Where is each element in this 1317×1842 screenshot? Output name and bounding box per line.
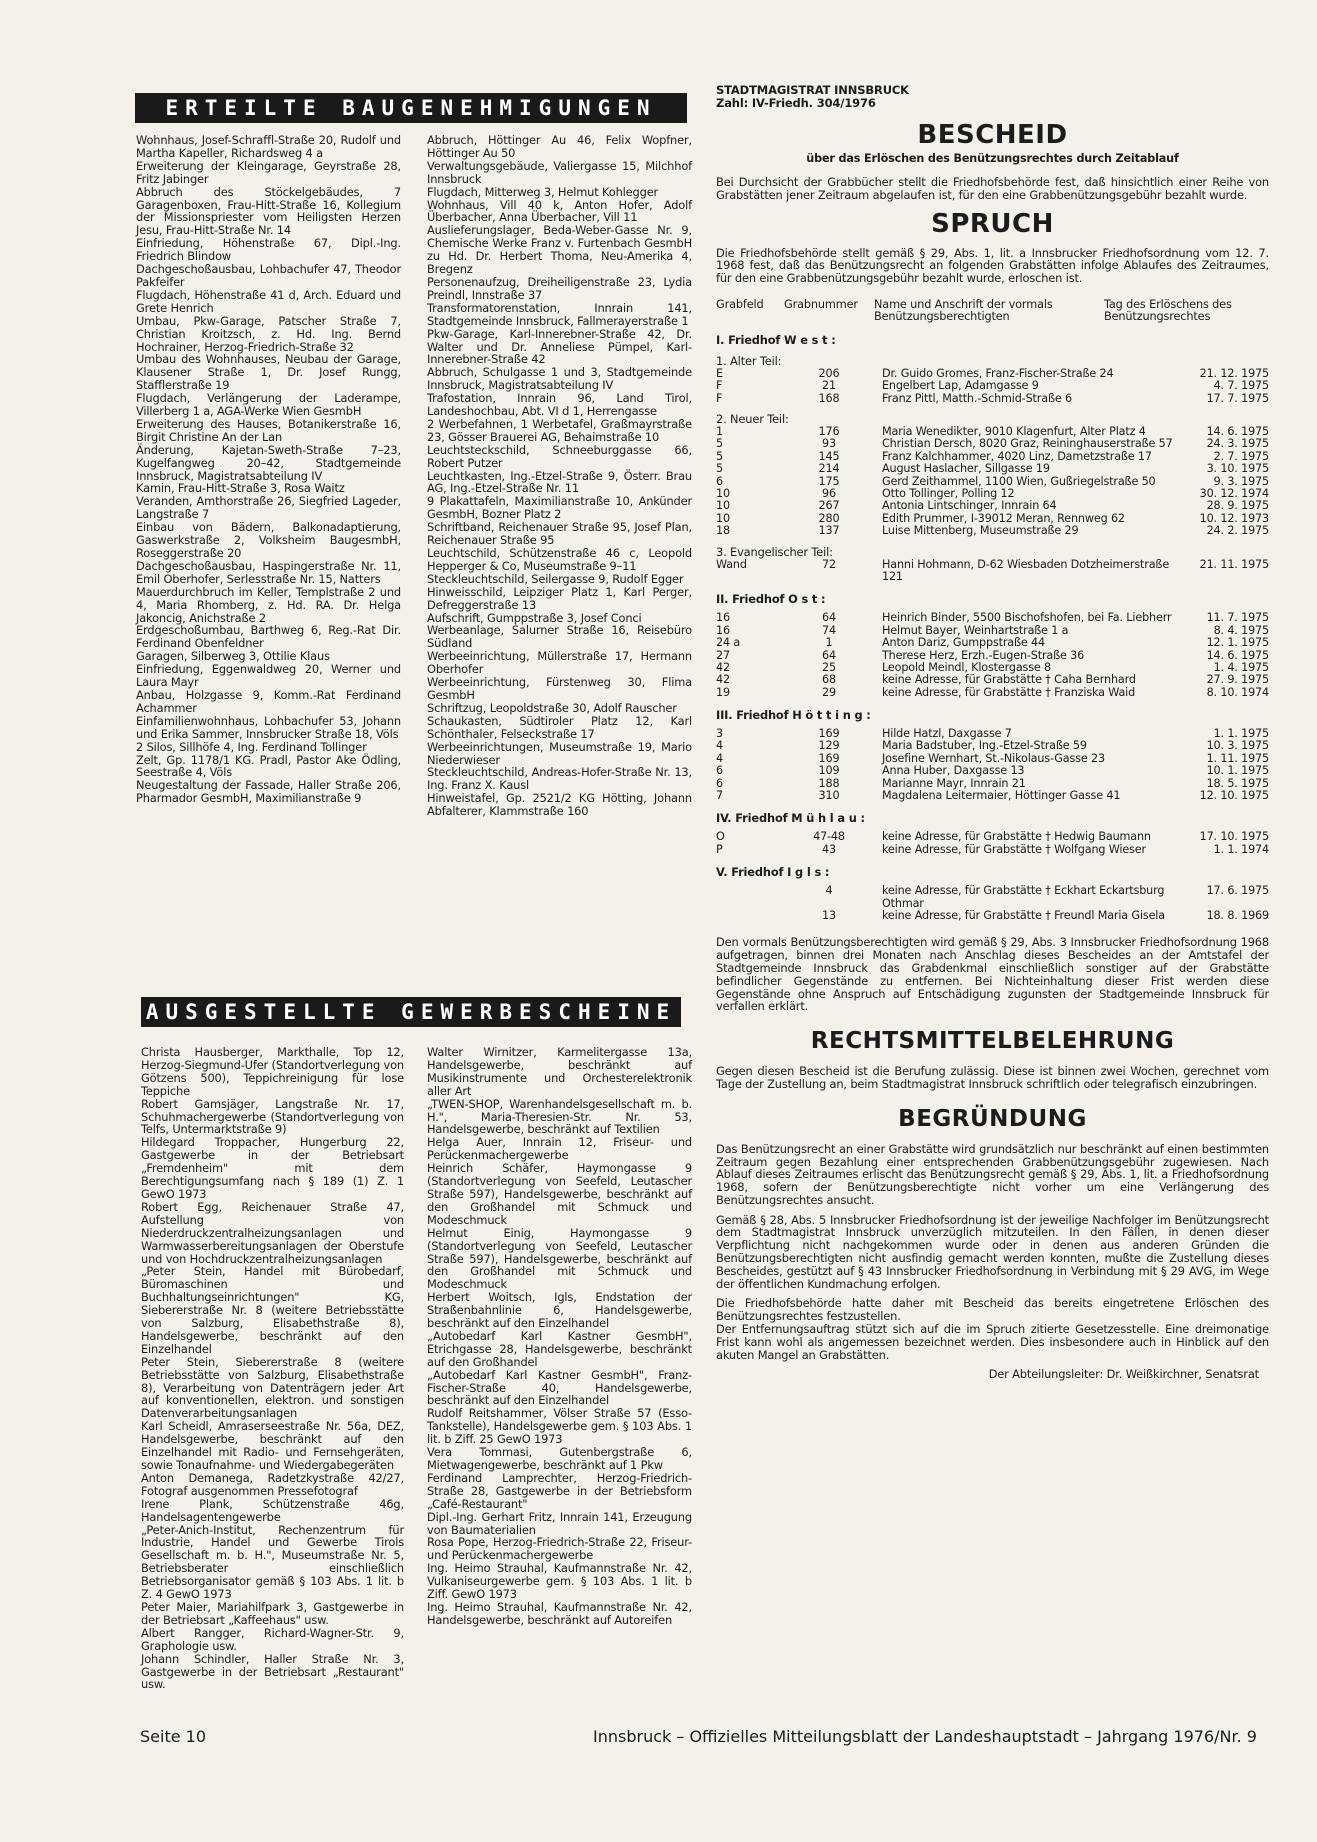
holder-name: Franz Kalchhammer, 4020 Linz, Dametzstraße 17: [882, 449, 1152, 463]
holder-name: Engelbert Lap, Adamgasse 9: [882, 379, 1039, 393]
grave-number: 267: [818, 499, 840, 513]
cemetery-section-title: V. Friedhof I g l s :: [716, 865, 830, 880]
holder-name: Gerd Zeithammel, 1100 Wien, Gußriegelstraße 50: [882, 474, 1156, 488]
grave-number: 169: [818, 727, 840, 741]
expiry-date: 1. 4. 1975: [1213, 660, 1269, 674]
expiry-date: 1. 1. 1974: [1213, 842, 1269, 856]
grave-field: 19: [716, 685, 730, 699]
grave-number: 188: [818, 776, 840, 790]
gewerbeschein-entry: Vera Tommasi, Gutenbergstraße 6, Mietwagengewerbe, beschränkt auf 1 Pkw: [427, 1445, 692, 1472]
baugenehmigung-entry: Trafostation, Innrain 96, Land Tirol, Landeshochbau, Abt. VI d 1, Herrengasse: [427, 391, 692, 419]
baugenehmigung-entry: Zelt, Gp. 1178/1 KG. Pradl, Pastor Ake Ödling, Seestraße 4, Völs: [136, 752, 401, 780]
grave-number: 129: [818, 739, 840, 753]
gewerbeschein-entry: Irene Plank, Schützenstraße 46g, Handelsagentengewerbe: [141, 1496, 404, 1524]
bescheid-subtitle: über das Erlöschen des Benützungsrechtes durch Zeitablauf: [806, 152, 1179, 165]
gewerbeschein-entry: Ferdinand Lamprechter, Herzog-Friedrich-Straße 28, Gastgewerbe in der Betriebsform „Café-Restaurant": [427, 1470, 692, 1511]
baugenehmigung-entry: Erweiterung des Hauses, Botanikerstraße 16, Birgit Christine An der Lan: [136, 416, 401, 444]
holder-name: Christian Dersch, 8020 Graz, Reininghauserstraße 57: [882, 437, 1173, 451]
baugenehmigung-entry: Verwaltungsgebäude, Valiergasse 15, Milchhof Innsbruck: [427, 158, 692, 186]
holder-name: keine Adresse, für Grabstätte † Franziska Waid: [882, 685, 1136, 699]
baugenehmigung-entry: Kamin, Frau-Hitt-Straße 3, Rosa Waitz: [136, 481, 345, 496]
baugenehmigung-entry: Dachgeschoßausbau, Lohbachufer 47, Theodor Pakfeifer: [136, 262, 401, 289]
gewerbeschein-entry: Robert Egg, Reichenauer Straße 47, Aufstellung von Niederdruckzentralheizungsanlagen und Warmwasserbereitungsanlagen der Oberstufe und von Hochdruckzentralheizungsanlagen: [141, 1199, 404, 1266]
expiry-date: 14. 6. 1975: [1206, 425, 1269, 439]
grave-field: 42: [716, 660, 730, 674]
grave-row: [716, 831, 1269, 843]
holder-name: keine Adresse, für Grabstätte † Wolfgang Wieser: [882, 842, 1146, 856]
baugenehmigung-entry: Einbau von Bädern, Balkonadaptierung, Gaswerkstraße 2, Volksheim BaugesmbH, Roseggerstraße 20: [136, 520, 401, 560]
expiry-date: 17. 10. 1975: [1199, 830, 1269, 844]
expiry-date: 3. 10. 1975: [1206, 462, 1269, 476]
holder-name: Anton Dariz, Gumppstraße 44: [882, 636, 1045, 650]
expiry-date: 12. 10. 1975: [1199, 789, 1269, 803]
grave-field: 16: [716, 623, 730, 637]
gewerbeschein-entry: Dipl.-Ing. Gerhart Fritz, Innrain 141, Erzeugung von Baumaterialien: [427, 1509, 692, 1537]
grave-field: 24 a: [716, 636, 741, 650]
grave-field: 6: [716, 474, 723, 488]
grave-number: 21: [822, 379, 836, 393]
grave-row: [716, 687, 1269, 699]
expiry-date: 11. 7. 1975: [1206, 611, 1269, 625]
gewerbeschein-entry: Ing. Heimo Strauhal, Kaufmannstraße Nr. 42, Vulkaniseurgewerbe gem. § 103 Abs. 1 lit. b Ziff. GewO 1973: [427, 1561, 692, 1602]
grave-field: 6: [716, 776, 723, 790]
gewerbeschein-entry: Hildegard Troppacher, Hungerburg 22, Gastgewerbe in der Betriebsart „Fremdenheim" mit dem Berechtigungsumfang nach § 189 (1) Z. 1 GewO 1973: [141, 1135, 404, 1201]
grave-row: [716, 844, 1269, 856]
gewerbeschein-entry: Helmut Einig, Haymongasse 9 (Standortverlegung von Seefeld, Leutascher Straße 597), Handelsgewerbe, beschränkt auf den Großhandel mit Schmuck und Modeschmuck: [427, 1225, 692, 1292]
grave-row: [716, 559, 1269, 584]
baugenehmigung-entry: Anbau, Holzgasse 9, Komm.-Rat Ferdinand Achammer: [136, 687, 401, 715]
holder-name: keine Adresse, für Grabstätte † Freundl Maria Gisela: [882, 908, 1165, 922]
grave-field: 7: [716, 789, 723, 803]
gewerbeschein-entry: Anton Demanega, Radetzkystraße 42/27, Fotograf ausgenommen Pressefotograf: [141, 1470, 404, 1498]
expiry-date: 1. 11. 1975: [1206, 751, 1269, 765]
baugenehmigung-entry: Flugdach, Verlängerung der Laderampe, Villerberg 1 a, AGA-Werke Wien GesmbH: [136, 391, 401, 419]
baugenehmigung-entry: Abbruch des Stöckelgebäudes, 7 Garagenboxen, Frau-Hitt-Straße 16, Kollegium der Missionspriester vom Heiligsten Herzen Jesu, Frau-Hitt-Straße Nr. 14: [136, 184, 401, 238]
baugenehmigung-entry: Werbeeinrichtung, Fürstenweg 30, Flima GesmbH: [427, 675, 692, 702]
holder-name: Dr. Guido Gromes, Franz-Fischer-Straße 24: [882, 366, 1114, 380]
grave-field: 4: [716, 739, 723, 753]
baugenehmigung-entry: Einfriedung, Höhenstraße 67, Dipl.-Ing. Friedrich Blindow: [136, 236, 401, 264]
baugenehmigung-entry: Einfriedung, Eggenwaldweg 20, Werner und Laura Mayr: [136, 662, 401, 690]
holder-name: Edith Prummer, I-39012 Meran, Rennweg 62: [882, 511, 1125, 525]
cemetery-section-title: III. Friedhof H ö t t i n g :: [716, 708, 871, 723]
baugenehmigung-entry: Einfamilienwohnhaus, Lohbachufer 53, Johann und Erika Sammer, Innsbrucker Straße 18, Völs: [136, 713, 401, 741]
cemetery-subsection-label: 1. Alter Teil:: [716, 353, 782, 368]
cemetery-section-title: IV. Friedhof M ü h l a u :: [716, 811, 865, 826]
after-table-text: Den vormals Benützungsberechtigten wird gemäß § 29, Abs. 3 Innsbrucker Friedhofsordnung 1968 aufgetragen, binnen drei Monaten nach Anschlag dieses Bescheides an der Amtstafel der Stadtgemeinde Innsbruck das Grabdenkmal einschließlich sonstiger auf der Grabstätte befindlicher Gegenstände zu entfernen. Bei Nichteinhaltung dieser Frist werden diese Gegenstände ohne Anspruch auf Entschädigung zugunsten der Stadtgemeinde Innsbruck für verfallen erklärt.: [716, 935, 1269, 1014]
gewerbeschein-entry: Ing. Heimo Strauhal, Kaufmannstraße Nr. 42, Handelsgewerbe, beschränkt auf Autoreifen: [427, 1599, 692, 1627]
holder-name: Marianne Mayr, Innrain 21: [882, 776, 1026, 790]
expiry-date: 4. 7. 1975: [1213, 379, 1269, 393]
holder-name: Leopold Meindl, Klostergasse 8: [882, 660, 1051, 674]
grave-number: 64: [822, 611, 836, 625]
grave-number: 47-48: [813, 830, 845, 844]
gewerbeschein-entry: Johann Schindler, Haller Straße Nr. 3, Gastgewerbe in der Betriebsart „Restaurant" usw.: [141, 1651, 404, 1692]
col-date: Tag des Erlöschens des Benützungsrechtes: [1104, 297, 1232, 324]
grave-row: [716, 612, 1269, 624]
gewerbeschein-entry: Rosa Pope, Herzog-Friedrich-Straße 22, Friseur- und Perückenmachergewerbe: [427, 1535, 692, 1563]
begruendung-paragraph: Gemäß § 28, Abs. 5 Innsbrucker Friedhofsordnung ist der jeweilige Nachfolger im Benützungsrecht dem Stadtmagistrat Innsbruck unverzüglich mitzuteilen. In den Fällen, in denen dieser Verpflichtung nicht nachgekommen wurde oder in denen aus anderen Gründen die Benützungsberechtigten nicht ausfindig gemacht werden konnten, mußte die Zustellung dieses Bescheides, gestützt auf § 43 Innsbrucker Friedhofsordnung in Verbindung mit § 29 AVG, im Wege der öffentlichen Kundmachung erfolgen.: [716, 1212, 1269, 1291]
holder-name: August Haslacher, Sillgasse 19: [882, 462, 1050, 476]
cemetery-section-title: I. Friedhof W e s t :: [716, 333, 836, 348]
grave-number: 96: [822, 487, 836, 501]
grave-row: [716, 790, 1269, 802]
holder-name: Maria Wenedikter, 9010 Klagenfurt, Alter Platz 4: [882, 425, 1146, 439]
grave-number: 168: [818, 391, 840, 405]
expiry-date: 9. 3. 1975: [1213, 474, 1269, 488]
holder-name: Anna Huber, Daxgasse 13: [882, 764, 1025, 778]
grave-field: F: [716, 379, 723, 393]
grave-number: 29: [822, 685, 836, 699]
grave-field: 5: [716, 449, 723, 463]
grave-number: 310: [818, 789, 840, 803]
grave-field: 1: [716, 425, 723, 439]
grave-field: [716, 885, 784, 910]
grave-field: 10: [716, 499, 730, 513]
rechtsmittel-title: RECHTSMITTELBELEHRUNG: [810, 1028, 1175, 1055]
gewerbeschein-entry: Peter Stein, Siebererstraße 8 (weitere Betriebsstätte von Salzburg, Elisabethstraße 8), Verarbeitung von Datenträgern jeder Art auf konventionellen, elektron. und sonstigen Datenverarbeitungsanlagen: [141, 1354, 404, 1421]
expiry-date: 30. 12. 1974: [1199, 487, 1269, 501]
grave-field: [716, 910, 784, 922]
grave-number: 137: [818, 524, 840, 538]
cemetery-section-title: II. Friedhof O s t :: [716, 592, 826, 607]
grave-field: 5: [716, 437, 723, 451]
grave-field: P: [716, 842, 723, 856]
holder-name: Magdalena Leitermaier, Höttinger Gasse 41: [882, 789, 1121, 803]
begruendung-paragraph: Die Friedhofsbehörde hatte daher mit Bescheid das bereits eingetretene Erlöschen des Benützungsrechtes festzustellen.: [716, 1296, 1269, 1324]
col-name: Name und Anschrift der vormals Benützungsberechtigten: [874, 297, 1053, 324]
baugenehmigung-entry: Flugdach, Höhenstraße 41 d, Arch. Eduard und Grete Henrich: [136, 287, 401, 315]
expiry-date: 8. 4. 1975: [1213, 623, 1269, 637]
baugenehmigung-entry: Hinweistafel, Gp. 2521/2 KG Hötting, Johann Abfalterer, Klammstraße 160: [427, 791, 692, 819]
gewerbeschein-entry: „Peter-Anich-Institut, Rechenzentrum für Industrie, Handel und Gewerbe Tirols Gesellschaft m. b. H.", Museumstraße Nr. 5, Betriebsberater einschließlich Betriebsorganisator gemäß § 103 Abs. 1 lit. b Z. 4 GewO 1973: [141, 1522, 404, 1602]
grave-field: 10: [716, 511, 730, 525]
grave-row: [716, 740, 1269, 752]
grave-number: 25: [822, 660, 836, 674]
baugenehmigung-entry: 2 Werbefahnen, 1 Werbetafel, Graßmayrstraße 23, Gösser Brauerei AG, Behaimstraße 10: [427, 416, 692, 444]
holder-name: Antonia Lintschinger, Innrain 64: [882, 499, 1057, 513]
baugenehmigungen-column-1: [136, 134, 401, 805]
footer-publication: Innsbruck – Offizielles Mitteilungsblatt der Landeshauptstadt – Jahrgang 1976/Nr. 9: [593, 1727, 1257, 1746]
expiry-date: 18. 5. 1975: [1206, 776, 1269, 790]
grave-row: [716, 885, 1269, 910]
baugenehmigung-entry: Steckleuchtschild, Seilergasse 9, Rudolf Egger: [427, 571, 684, 586]
baugenehmigung-entry: Schriftband, Reichenauer Straße 95, Josef Plan, Reichenauer Straße 95: [427, 520, 692, 548]
gewerbeschein-entry: „TWEN-SHOP, Warenhandelsgesellschaft m. b. H.", Maria-Theresien-Str. Nr. 53, Handelsgewerbe, beschränkt auf Textilien: [427, 1096, 692, 1137]
baugenehmigung-entry: Umbau des Wohnhauses, Neubau der Garage, Klausener Straße 1, Dr. Josef Rungg, Stafflerstraße 19: [136, 352, 401, 393]
holder-name: keine Adresse, für Grabstätte † Caha Bernhard: [882, 673, 1136, 687]
spruch-text: Die Friedhofsbehörde stellt gemäß § 29, Abs. 1, lit. a Innsbrucker Friedhofsordnung vom 12. 7. 1968 fest, daß das Benützungsrecht an folgenden Grabstätten infolge Ablaufes des Zeitraumes, für den eine Grabbenützungsgebühr bezahlt wurde, erloschen ist.: [716, 245, 1269, 286]
bescheid-column: [716, 84, 1269, 1381]
baugenehmigung-entry: Änderung, Kajetan-Sweth-Straße 7–23, Kugelfangweg 20–42, Stadtgemeinde Innsbruck, Magistratsabteilung IV: [136, 442, 401, 483]
grave-field: 4: [716, 751, 723, 765]
grave-field: 10: [716, 487, 730, 501]
holder-name: keine Adresse, für Grabstätte † Hedwig Baumann: [882, 830, 1151, 844]
holder-name: Heinrich Binder, 5500 Bischofshofen, bei Fa. Liebherr: [882, 611, 1172, 625]
grave-row: [716, 910, 1269, 922]
baugenehmigung-entry: Schaukasten, Südtiroler Platz 12, Karl Schönthaler, Felseckstraße 17: [427, 713, 692, 741]
gewerbeschein-entry: Robert Gamsjäger, Langstraße Nr. 17, Schuhmachergewerbe (Standortverlegung von Telfs, Untermarktstraße 9): [141, 1096, 404, 1137]
baugenehmigung-entry: Dachgeschoßausbau, Haspingerstraße Nr. 11, Emil Oberhofer, Serlesstraße Nr. 15, Natters: [136, 558, 401, 586]
baugenehmigung-entry: Steckleuchtschild, Andreas-Hofer-Straße Nr. 13, Ing. Franz X. Kausl: [427, 765, 692, 793]
grave-number: 169: [818, 751, 840, 765]
cemetery-subsection-label: 3. Evangelischer Teil:: [716, 544, 833, 559]
holder-name: Josefine Wernhart, St.-Nikolaus-Gasse 23: [882, 751, 1105, 765]
baugenehmigung-entry: Aufschrift, Gumppstraße 3, Josef Conci: [427, 610, 642, 625]
gewerbescheine-column-1: [141, 1046, 404, 1691]
begruendung-title: BEGRÜNDUNG: [898, 1105, 1087, 1132]
baugenehmigung-entry: Personenaufzug, Dreiheiligenstraße 23, Lydia Preindl, Innstraße 37: [427, 274, 692, 302]
holder-name: Helmut Bayer, Weinhartstraße 1 a: [882, 623, 1069, 637]
holder-name: Maria Badstuber, Ing.-Etzel-Straße 59: [882, 739, 1087, 753]
grave-number: 72: [822, 557, 836, 571]
expiry-date: 10. 1. 1975: [1206, 764, 1269, 778]
gewerbescheine-column-2: [427, 1046, 692, 1627]
expiry-date: 14. 6. 1975: [1206, 648, 1269, 662]
grave-number: 1: [825, 636, 833, 650]
grave-field: 6: [716, 764, 723, 778]
baugenehmigung-entry: Werbeeinrichtung, Müllerstraße 17, Hermann Oberhofer: [427, 649, 692, 677]
holder-name: Otto Tollinger, Polling 12: [882, 487, 1015, 501]
grave-field: 16: [716, 611, 730, 625]
grave-number: 214: [818, 462, 840, 476]
begruendung-text: [716, 1143, 1269, 1362]
rechtsmittel-text: Gegen diesen Bescheid ist die Berufung zulässig. Diese ist binnen zwei Wochen, gerechnet vom Tage der Zustellung an, beim Stadtmagistrat Innsbruck schriftlich oder telegrafisch einzubringen.: [716, 1064, 1269, 1091]
expiry-date: 21. 12. 1975: [1199, 366, 1269, 380]
grave-number: 145: [818, 449, 840, 463]
grave-row: [716, 525, 1269, 537]
grave-number: 93: [822, 437, 836, 451]
reference-number: Zahl: IV-Friedh. 304/1976: [716, 96, 876, 110]
expiry-date: 18. 8. 1969: [1206, 908, 1269, 922]
grave-field: E: [716, 366, 723, 380]
expiry-date: 17. 7. 1975: [1206, 391, 1269, 405]
grave-field: Wand: [716, 557, 747, 571]
grave-number: 109: [818, 764, 840, 778]
grave-number: 280: [818, 511, 840, 525]
grave-field: 3: [716, 727, 723, 741]
baugenehmigung-entry: Schriftzug, Leopoldstraße 30, Adolf Rauscher: [427, 700, 677, 715]
baugenehmigung-entry: Transformatorenstation, Innrain 141, Stadtgemeinde Innsbruck, Fallmerayerstraße 1: [427, 300, 692, 328]
baugenehmigung-entry: Pkw-Garage, Karl-Innerebner-Straße 42, Dr. Walter und Dr. Anneliese Pümpel, Karl-Innerebner-Straße 42: [427, 326, 692, 367]
baugenehmigung-entry: Mauerdurchbruch im Keller, Templstraße 2 und 4, Maria Rhomberg, z. Hd. RA. Dr. Helga Jakoncig, Anichstraße 2: [136, 584, 401, 625]
grave-field: F: [716, 391, 723, 405]
gewerbeschein-entry: Herbert Woitsch, Igls, Endstation der Straßenbahnlinie 6, Handelsgewerbe, beschränkt auf den Einzelhandel: [427, 1290, 692, 1331]
expiry-date: 12. 1. 1975: [1206, 636, 1269, 650]
baugenehmigung-entry: 9 Plakattafeln, Maximilianstraße 10, Ankünder GesmbH, Bozner Platz 2: [427, 494, 692, 522]
baugenehmigung-entry: Umbau, Pkw-Garage, Patscher Straße 7, Christian Kroitzsch, z. Hd. Ing. Bernd Hochrainer, Herzog-Friedrich-Straße 32: [136, 313, 401, 354]
grave-number: 43: [822, 842, 836, 856]
holder-name: Hilde Hatzl, Daxgasse 7: [882, 727, 1012, 741]
grave-row: [716, 463, 1269, 475]
signature: Der Abteilungsleiter: Dr. Weißkirchner, Senatsrat: [988, 1367, 1259, 1382]
baugenehmigung-entry: Leuchtschild, Schützenstraße 46 c, Leopold Hepperger & Co, Museumstraße 9–11: [427, 546, 692, 573]
grave-number: 175: [818, 474, 840, 488]
baugenehmigung-entry: Leuchtkasten, Ing.-Etzel-Straße 9, Österr. Brau AG, Ing.-Etzel-Straße Nr. 11: [427, 468, 692, 496]
expiry-date: 24. 3. 1975: [1206, 437, 1269, 451]
baugenehmigung-entry: Veranden, Amthorstraße 26, Siegfried Lageder, Langstraße 7: [136, 494, 401, 522]
baugenehmigung-entry: Abbruch, Schulgasse 1 und 3, Stadtgemeinde Innsbruck, Magistratsabteilung IV: [427, 365, 692, 393]
gewerbeschein-entry: Helga Auer, Innrain 12, Friseur- und Perückenmachergewerbe: [427, 1135, 692, 1163]
gewerbeschein-entry: Rudolf Reitshammer, Völser Straße 57 (Esso-Tankstelle), Handelsgewerbe gem. § 103 Abs. 1 lit. b Ziff. 25 GewO 1973: [427, 1406, 692, 1447]
baugenehmigung-entry: Erdgeschoßumbau, Barthweg 6, Reg.-Rat Dir. Ferdinand Obenfeldner: [136, 623, 401, 651]
grave-number: 74: [822, 623, 836, 637]
grave-number: 4: [825, 884, 833, 898]
col-grabnummer: Grabnummer: [784, 297, 858, 311]
expiry-date: 10. 3. 1975: [1206, 739, 1269, 753]
footer-page-number: Seite 10: [140, 1727, 207, 1746]
authority-name: STADTMAGISTRAT INNSBRUCK: [716, 83, 909, 97]
expiry-date: 8. 10. 1974: [1206, 685, 1269, 699]
table-header: [716, 299, 1269, 324]
baugenehmigungen-column-2: [427, 134, 692, 818]
baugenehmigung-entry: Garagen, Silberweg 3, Ottilie Klaus: [136, 649, 330, 664]
expiry-date: 17. 6. 1975: [1206, 884, 1269, 898]
expiry-date: 27. 9. 1975: [1206, 673, 1269, 687]
holder-name: keine Adresse, für Grabstätte † Eckhart Eckartsburg Othmar: [882, 884, 1165, 910]
grave-row: [716, 380, 1269, 392]
grave-row: [716, 637, 1269, 649]
gewerbeschein-entry: Walter Wirnitzer, Karmelitergasse 13a, Handelsgewerbe, beschränkt auf Musikinstrumente und Orchesterelektronik aller Art: [427, 1045, 692, 1098]
baugenehmigung-entry: Erweiterung der Kleingarage, Geyrstraße 28, Fritz Jabinger: [136, 158, 401, 186]
grave-number: 68: [822, 673, 836, 687]
expiry-date: 24. 2. 1975: [1206, 524, 1269, 538]
baugenehmigung-entry: Hinweisschild, Leipziger Platz 1, Karl Perger, Defreggerstraße 13: [427, 584, 692, 612]
bescheid-text: Bei Durchsicht der Grabbücher stellt die Friedhofsbehörde fest, daß hinsichtlich einer Reihe von Grabstätten jener Zeitraum abgelaufen ist, für den eine Grabbenützungsgebühr bezahlt wurde.: [716, 174, 1269, 202]
grave-number: 176: [818, 425, 840, 439]
grave-list: [716, 334, 1269, 922]
expiry-date: 21. 11. 1975: [1199, 557, 1269, 571]
grave-field: O: [716, 830, 725, 844]
begruendung-paragraph: Das Benützungsrecht an einer Grabstätte wird grundsätzlich nur beschränkt auf einen bestimmten Zeitraum gegen Bezahlung einer entsprechenden Grabbenützungsgebühr zugewiesen. Nach Ablauf dieses Zeitraumes erlischt das Benützungsrecht gemäß § 29, Abs. 1, lit. a Friedhofsordnung 1968, sofern der Benützungsberechtigte nicht vorher um eine Verlängerung des Benützungsrechtes ansucht.: [716, 1141, 1269, 1207]
grave-row: [716, 438, 1269, 450]
holder-name: Luise Mittenberg, Museumstraße 29: [882, 524, 1079, 538]
banner-gewerbescheine: AUSGESTELLTE GEWERBESCHEINE: [141, 997, 681, 1027]
gewerbeschein-entry: „Autobedarf Karl Kastner GesmbH", Etrichgasse 28, Handelsgewerbe, beschränkt auf den Großhandel: [427, 1328, 692, 1369]
baugenehmigung-entry: Werbeanlage, Salurner Straße 16, Reisebüro Südland: [427, 623, 692, 651]
baugenehmigung-entry: Wohnhaus, Josef-Schraffl-Straße 20, Rudolf und Martha Kapeller, Richardsweg 4 a: [136, 133, 401, 160]
expiry-date: 2. 7. 1975: [1213, 449, 1269, 463]
grave-number: 206: [818, 366, 840, 380]
holder-name: Therese Herz, Erzh.-Eugen-Straße 36: [882, 648, 1085, 662]
gewerbeschein-entry: Heinrich Schäfer, Haymongasse 9 (Standortverlegung von Seefeld, Leutascher Straße 597), Handelsgewerbe, beschränkt auf den Großhandel mit Schmuck und Modeschmuck: [427, 1161, 692, 1227]
gewerbeschein-entry: Peter Maier, Mariahilfpark 3, Gastgewerbe in der Betriebsart „Kaffeehaus" usw.: [141, 1599, 404, 1627]
gewerbeschein-entry: Karl Scheidl, Amraserseestraße Nr. 56a, DEZ, Handelsgewerbe, beschränkt auf den Einzelhandel mit Radio- und Fernsehgeräten, sowie Tonaufnahme- und Wiedergabegeräten: [141, 1419, 404, 1472]
grave-row: [716, 393, 1269, 405]
expiry-date: 28. 9. 1975: [1206, 499, 1269, 513]
col-grabfeld: Grabfeld: [716, 297, 764, 311]
grave-row: [716, 500, 1269, 512]
baugenehmigung-entry: Auslieferungslager, Beda-Weber-Gasse Nr. 9, Chemische Werke Franz v. Furtenbach GesmbH zu Hd. Dr. Herbert Thoma, Neu-Amerika 4, Bregenz: [427, 223, 692, 277]
grave-field: 5: [716, 462, 723, 476]
grave-field: 27: [716, 648, 730, 662]
baugenehmigung-entry: 2 Silos, Sillhöfe 4, Ing. Ferdinand Tollinger: [136, 739, 367, 754]
bescheid-title: BESCHEID: [917, 120, 1068, 150]
baugenehmigung-entry: Wohnhaus, Vill 40 k, Anton Hofer, Adolf Überbacher, Anna Überbacher, Vill 11: [427, 197, 692, 225]
expiry-date: 10. 12. 1973: [1199, 511, 1269, 525]
grave-number: 64: [822, 648, 836, 662]
baugenehmigung-entry: Leuchtsteckschild, Schneeburggasse 66, Robert Putzer: [427, 442, 692, 470]
grave-row: [716, 765, 1269, 777]
cemetery-subsection-label: 2. Neuer Teil:: [716, 412, 789, 427]
gewerbeschein-entry: „Peter Stein, Handel mit Bürobedarf, Büromaschinen und Buchhaltungseinrichtungen" KG, Siebererstraße Nr. 8 (weitere Betriebsstätte von Salzburg, Elisabethstraße 8), Handelsgewerbe, beschränkt auf den Einzelhandel: [141, 1264, 404, 1356]
gewerbeschein-entry: „Autobedarf Karl Kastner GesmbH", Franz-Fischer-Straße 40, Handelsgewerbe, beschränkt auf den Einzelhandel: [427, 1367, 692, 1408]
baugenehmigung-entry: Flugdach, Mitterweg 3, Helmut Kohlegger: [427, 184, 659, 199]
grave-number: 13: [822, 908, 836, 922]
holder-name: Hanni Hohmann, D-62 Wiesbaden Dotzheimerstraße 121: [882, 557, 1170, 583]
baugenehmigung-entry: Werbeeinrichtungen, Museumstraße 19, Mario Niederwieser: [427, 739, 692, 767]
grave-field: 18: [716, 524, 730, 538]
begruendung-paragraph: Der Entfernungsauftrag stützt sich auf die im Spruch zitierte Gesetzesstelle. Eine dreimonatige Frist kann wohl als angemessen bezeichnet werden. Dies insbesondere auch in Hinblick auf den akuten Mangel an Grabstätten.: [716, 1322, 1269, 1362]
gewerbeschein-entry: Albert Rangger, Richard-Wagner-Str. 9, Graphologie usw.: [141, 1625, 404, 1653]
banner-baugenehmigungen: ERTEILTE BAUGENEHMIGUNGEN: [135, 93, 687, 123]
gewerbeschein-entry: Christa Hausberger, Markthalle, Top 12, Herzog-Siegmund-Ufer (Standortverlegung von Götzens 500), Teppichreinigung für lose Teppiche: [141, 1045, 405, 1098]
baugenehmigung-entry: Abbruch, Höttinger Au 46, Felix Wopfner, Höttinger Au 50: [427, 133, 692, 160]
holder-name: Franz Pittl, Matth.-Schmid-Straße 6: [882, 391, 1072, 405]
grave-row: [716, 674, 1269, 686]
spruch-title: SPRUCH: [931, 208, 1054, 239]
expiry-date: 1. 1. 1975: [1213, 727, 1269, 741]
baugenehmigung-entry: Neugestaltung der Fassade, Haller Straße 206, Pharmador GesmbH, Maximilianstraße 9: [136, 778, 401, 806]
grave-field: 42: [716, 673, 730, 687]
